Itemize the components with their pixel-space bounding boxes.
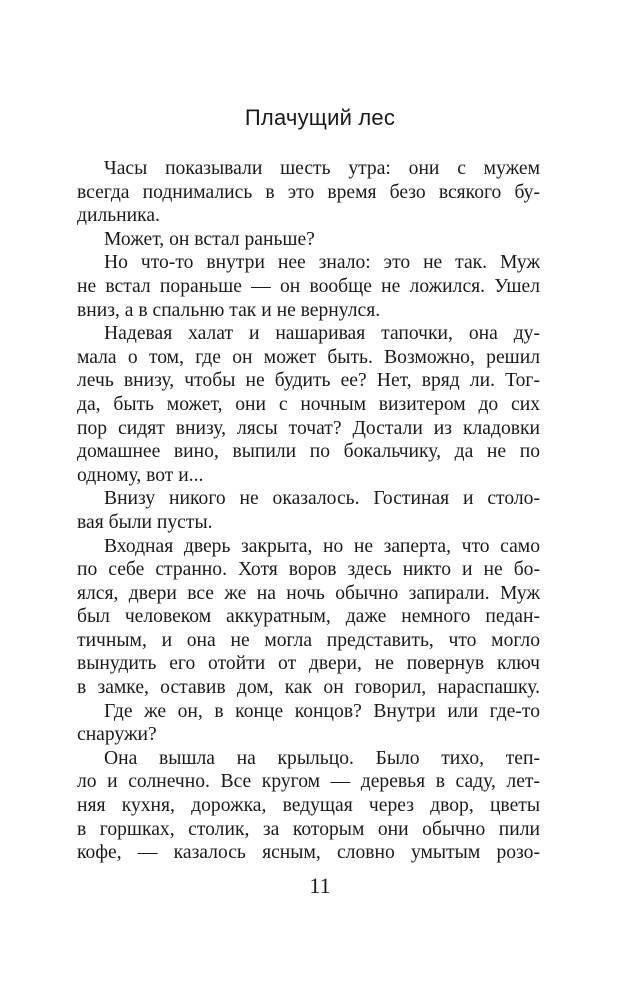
text-line: Входная дверь закрыта, но не заперта, что само	[104, 535, 540, 557]
text-line: по себе странно. Хотя воров здесь никто и не бо-	[77, 559, 540, 581]
text-line: Может, он встал раньше?	[104, 228, 315, 250]
text-line: тичным, и она не могла представить, что могло	[77, 629, 540, 651]
text-line: дильника.	[77, 205, 160, 227]
text-line: ло и солнечно. Все кругом — деревья в саду, лет-	[77, 771, 540, 793]
text-line: Она вышла на крыльцо. Было тихо, теп-	[104, 747, 540, 769]
text-line: снаружи?	[77, 724, 157, 746]
text-line: в замке, оставив дом, как он говорил, нараспашку.	[77, 677, 540, 699]
text-line: вниз, а в спальню так и не вернулся.	[77, 299, 381, 321]
text-line: не встал пораньше — он вообще не ложился. Ушел	[77, 275, 540, 297]
text-line: вынудить его отойти от двери, не повернув ключ	[77, 653, 540, 675]
text-line: одному, вот и...	[77, 464, 204, 486]
text-line: домашнее вино, выпили по бокальчику, да не по	[77, 441, 540, 463]
text-line: в горшках, столик, за которым они обычно пили	[77, 818, 540, 840]
text-line: мала о том, где он может быть. Возможно, решил	[77, 346, 540, 368]
text-line: Внизу никого не оказалось. Гостиная и столо-	[104, 488, 540, 510]
body-text	[77, 157, 540, 865]
text-line: няя кухня, дорожка, ведущая через двор, цветы	[77, 795, 540, 817]
text-line: да, быть может, они с ночным визитером до сих	[77, 393, 540, 415]
page-number: 11	[309, 873, 331, 898]
running-head-title: Плачущий лес	[244, 105, 396, 130]
text-line: Но что-то внутри нее знало: это не так. Муж	[104, 252, 540, 274]
text-line: лечь внизу, чтобы не будить ее? Нет, вряд ли. Тог-	[77, 370, 540, 392]
text-line: Где же он, в конце концов? Внутри или где-то	[104, 700, 540, 722]
text-line: всегда поднимались в это время безо всякого бу-	[77, 181, 540, 203]
text-line: Надевая халат и нашаривая тапочки, она ду-	[104, 323, 540, 345]
text-line: ялся, двери все же на ночь обычно запирали. Муж	[77, 582, 540, 604]
text-line: кофе, — казалось ясным, словно умытым розо-	[77, 842, 540, 864]
text-line: был человеком аккуратным, даже немного педан-	[77, 606, 540, 628]
text-line: Часы показывали шесть утра: они с мужем	[104, 158, 540, 179]
text-line: пор сидят внизу, лясы точат? Достали из кладовки	[77, 417, 540, 439]
text-line: вая были пусты.	[77, 511, 213, 533]
